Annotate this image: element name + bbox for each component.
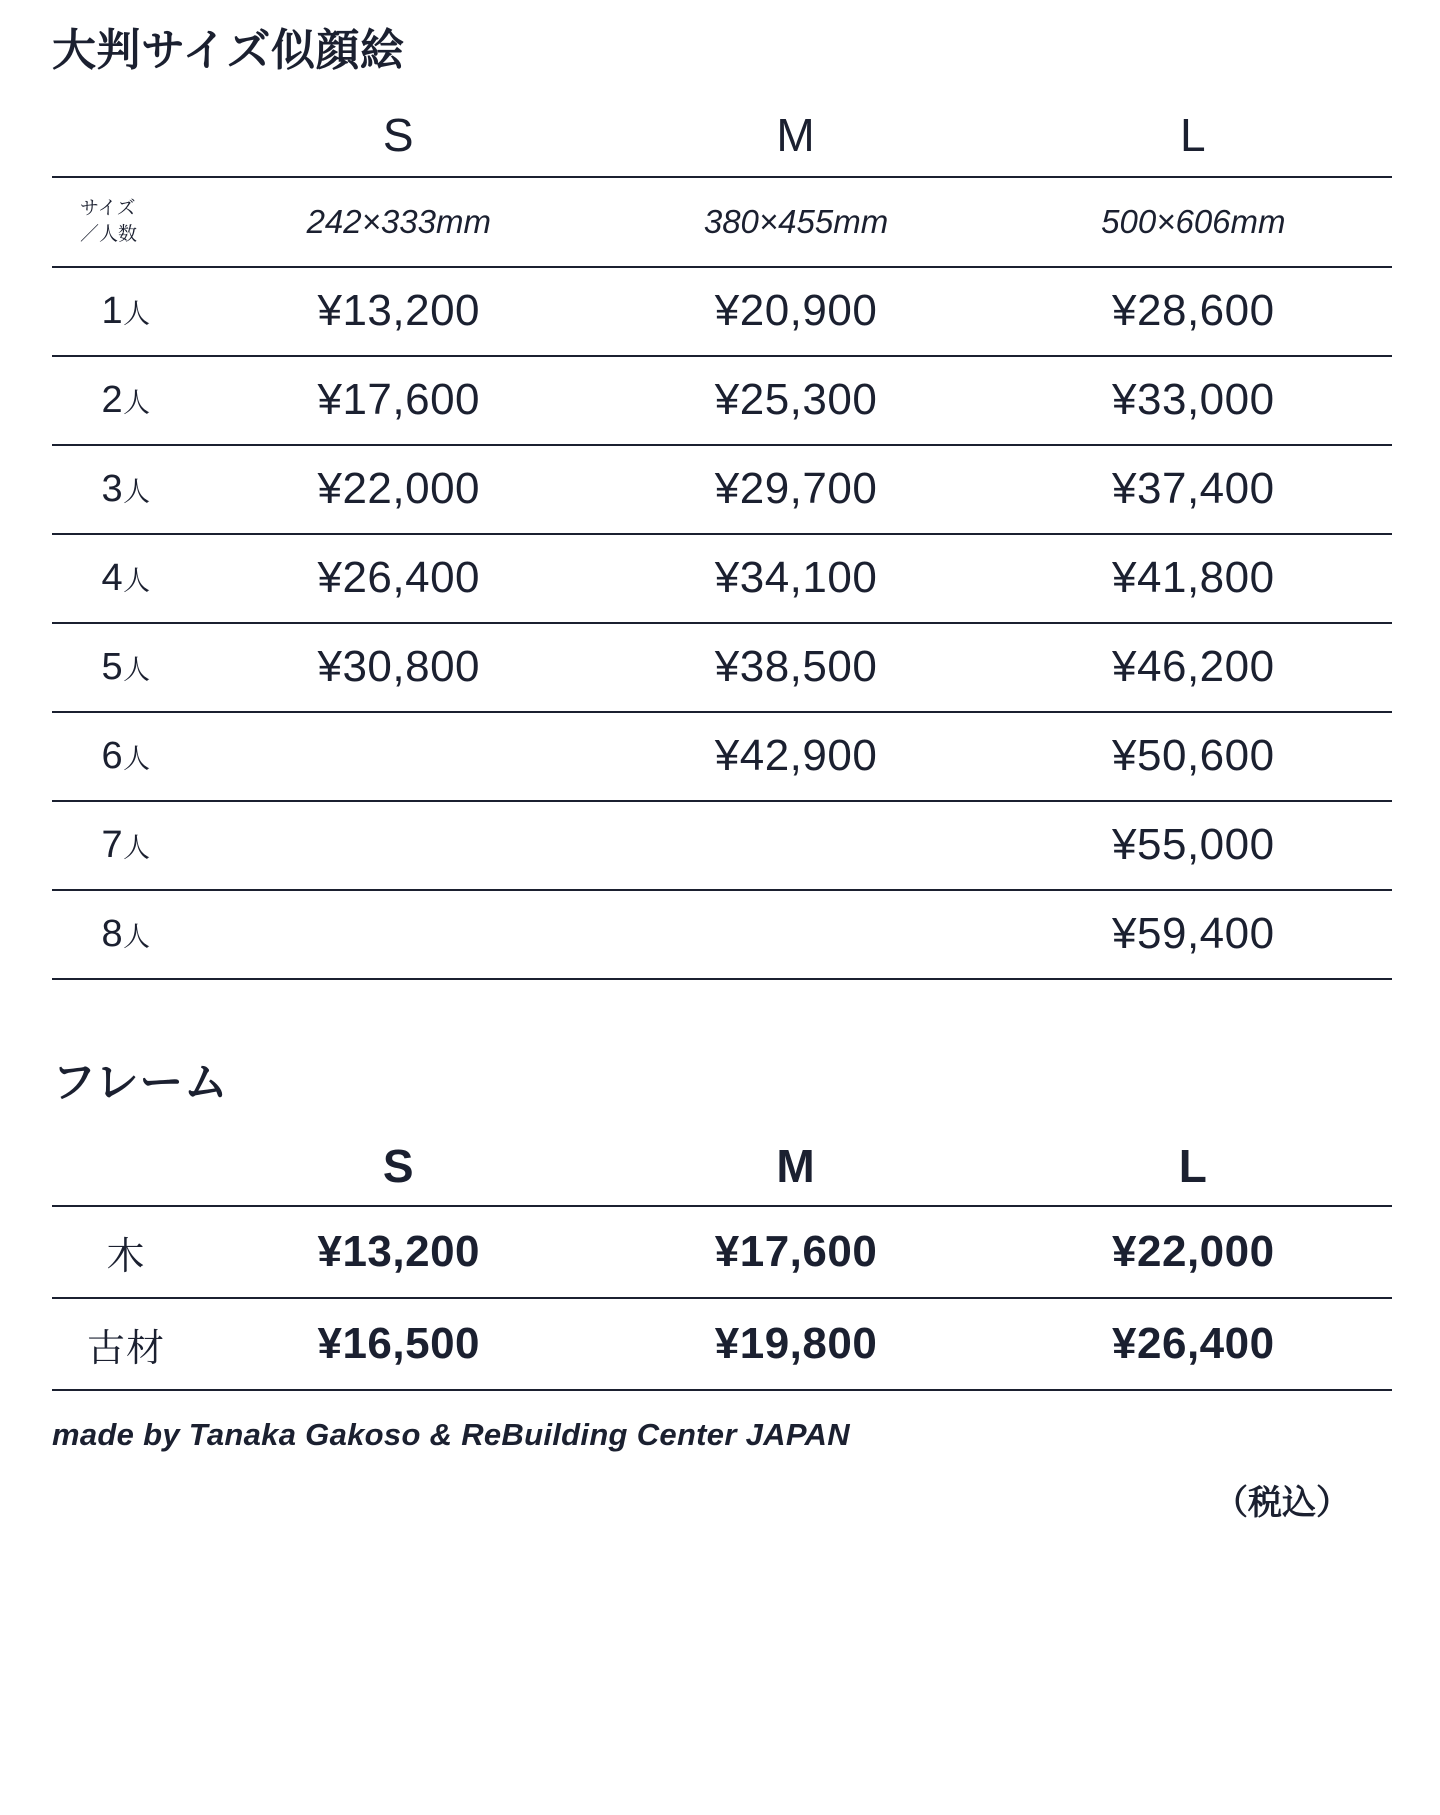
table-header-row [52, 95, 1392, 177]
frame-price-cell-m: ¥17,600 [714, 1227, 878, 1277]
people-count: 7 [101, 823, 124, 866]
price-cell-m: ¥29,700 [714, 464, 878, 514]
table-row [52, 801, 1392, 890]
frame-price-cell-s: ¥13,200 [317, 1227, 481, 1277]
price-cell-l: ¥55,000 [1112, 820, 1275, 870]
table-row [52, 712, 1392, 801]
price-cell-s: ¥13,200 [317, 286, 481, 336]
price-cell-s: ¥22,000 [317, 464, 481, 514]
frame-price-table [52, 1126, 1392, 1391]
frame-section-title: フレーム [52, 1057, 229, 1107]
axis-label-line1: サイズ [80, 197, 136, 219]
price-cell-m [597, 801, 994, 890]
price-cell-l: ¥37,400 [1112, 464, 1275, 514]
price-cell-m [597, 890, 994, 979]
table-row [52, 1298, 1392, 1390]
price-cell-s [200, 712, 597, 801]
table-row [52, 623, 1392, 712]
people-count: 2 [101, 378, 124, 421]
table-row [52, 356, 1392, 445]
price-cell-m: ¥38,500 [714, 642, 878, 692]
price-cell-m: ¥20,900 [714, 286, 878, 336]
table-row [52, 1206, 1392, 1298]
frame-column-header-m: M [776, 1139, 816, 1192]
tax-note: （税込） [1214, 1484, 1350, 1523]
people-unit: 人 [123, 743, 151, 774]
table-row [52, 534, 1392, 623]
row-label-people [52, 445, 200, 534]
people-count: 3 [101, 467, 124, 510]
row-label-people [52, 623, 200, 712]
people-unit: 人 [123, 387, 151, 418]
dimensions-m: 380×455mm [703, 202, 889, 240]
people-unit: 人 [123, 921, 151, 952]
table-row [52, 267, 1392, 356]
people-unit: 人 [123, 832, 151, 863]
portrait-price-table [52, 95, 1392, 980]
row-label-people [52, 712, 200, 801]
dimensions-l: 500×606mm [1101, 202, 1286, 240]
price-cell-l: ¥33,000 [1112, 375, 1275, 425]
people-count: 8 [101, 912, 124, 955]
price-cell-s: ¥30,800 [317, 642, 481, 692]
table-row [52, 445, 1392, 534]
row-label-material: 古材 [87, 1327, 166, 1370]
price-cell-l: ¥46,200 [1112, 642, 1275, 692]
row-label-people [52, 534, 200, 623]
price-cell-l: ¥50,600 [1112, 731, 1275, 781]
frame-price-cell-l: ¥26,400 [1112, 1319, 1275, 1369]
price-cell-s: ¥17,600 [317, 375, 481, 425]
people-unit: 人 [123, 654, 151, 685]
axis-label-size-people [52, 177, 200, 267]
price-cell-l: ¥28,600 [1112, 286, 1275, 336]
row-label-people [52, 890, 200, 979]
price-cell-l: ¥41,800 [1112, 553, 1275, 603]
price-cell-m: ¥25,300 [714, 375, 878, 425]
people-count: 5 [101, 645, 124, 688]
row-label-people [52, 356, 200, 445]
header-corner-empty [52, 95, 200, 177]
column-header-m: M [776, 109, 816, 162]
frame-price-cell-m: ¥19,800 [714, 1319, 878, 1369]
frame-header-corner-empty [52, 1126, 200, 1206]
price-cell-s [200, 890, 597, 979]
people-count: 4 [101, 556, 124, 599]
price-cell-s [200, 801, 597, 890]
people-unit: 人 [123, 298, 151, 329]
people-unit: 人 [123, 476, 151, 507]
dimensions-s: 242×333mm [306, 202, 491, 240]
people-count: 1 [101, 289, 124, 332]
price-cell-l: ¥59,400 [1112, 909, 1275, 959]
price-cell-s: ¥26,400 [317, 553, 481, 603]
row-label-people [52, 267, 200, 356]
price-cell-m: ¥42,900 [714, 731, 878, 781]
frame-section [52, 1058, 1388, 1392]
row-label-people [52, 801, 200, 890]
people-count: 6 [101, 734, 124, 777]
frame-price-cell-s: ¥16,500 [317, 1319, 481, 1369]
table-dimensions-row [52, 177, 1392, 267]
column-header-s: S [382, 109, 415, 162]
people-unit: 人 [123, 565, 151, 596]
axis-label-line2: ／人数 [80, 223, 138, 245]
column-header-l: L [1180, 109, 1207, 162]
frame-table-header-row [52, 1126, 1392, 1206]
row-label-material: 木 [106, 1235, 146, 1278]
portrait-section-title: 大判サイズ似顔絵 [52, 26, 405, 75]
frame-column-header-l: L [1178, 1139, 1208, 1192]
price-cell-m: ¥34,100 [714, 553, 878, 603]
table-row [52, 890, 1392, 979]
frame-column-header-s: S [382, 1139, 415, 1192]
frame-price-cell-l: ¥22,000 [1112, 1227, 1275, 1277]
credit-line: made by Tanaka Gakoso & ReBuilding Center JAPAN [52, 1417, 850, 1453]
